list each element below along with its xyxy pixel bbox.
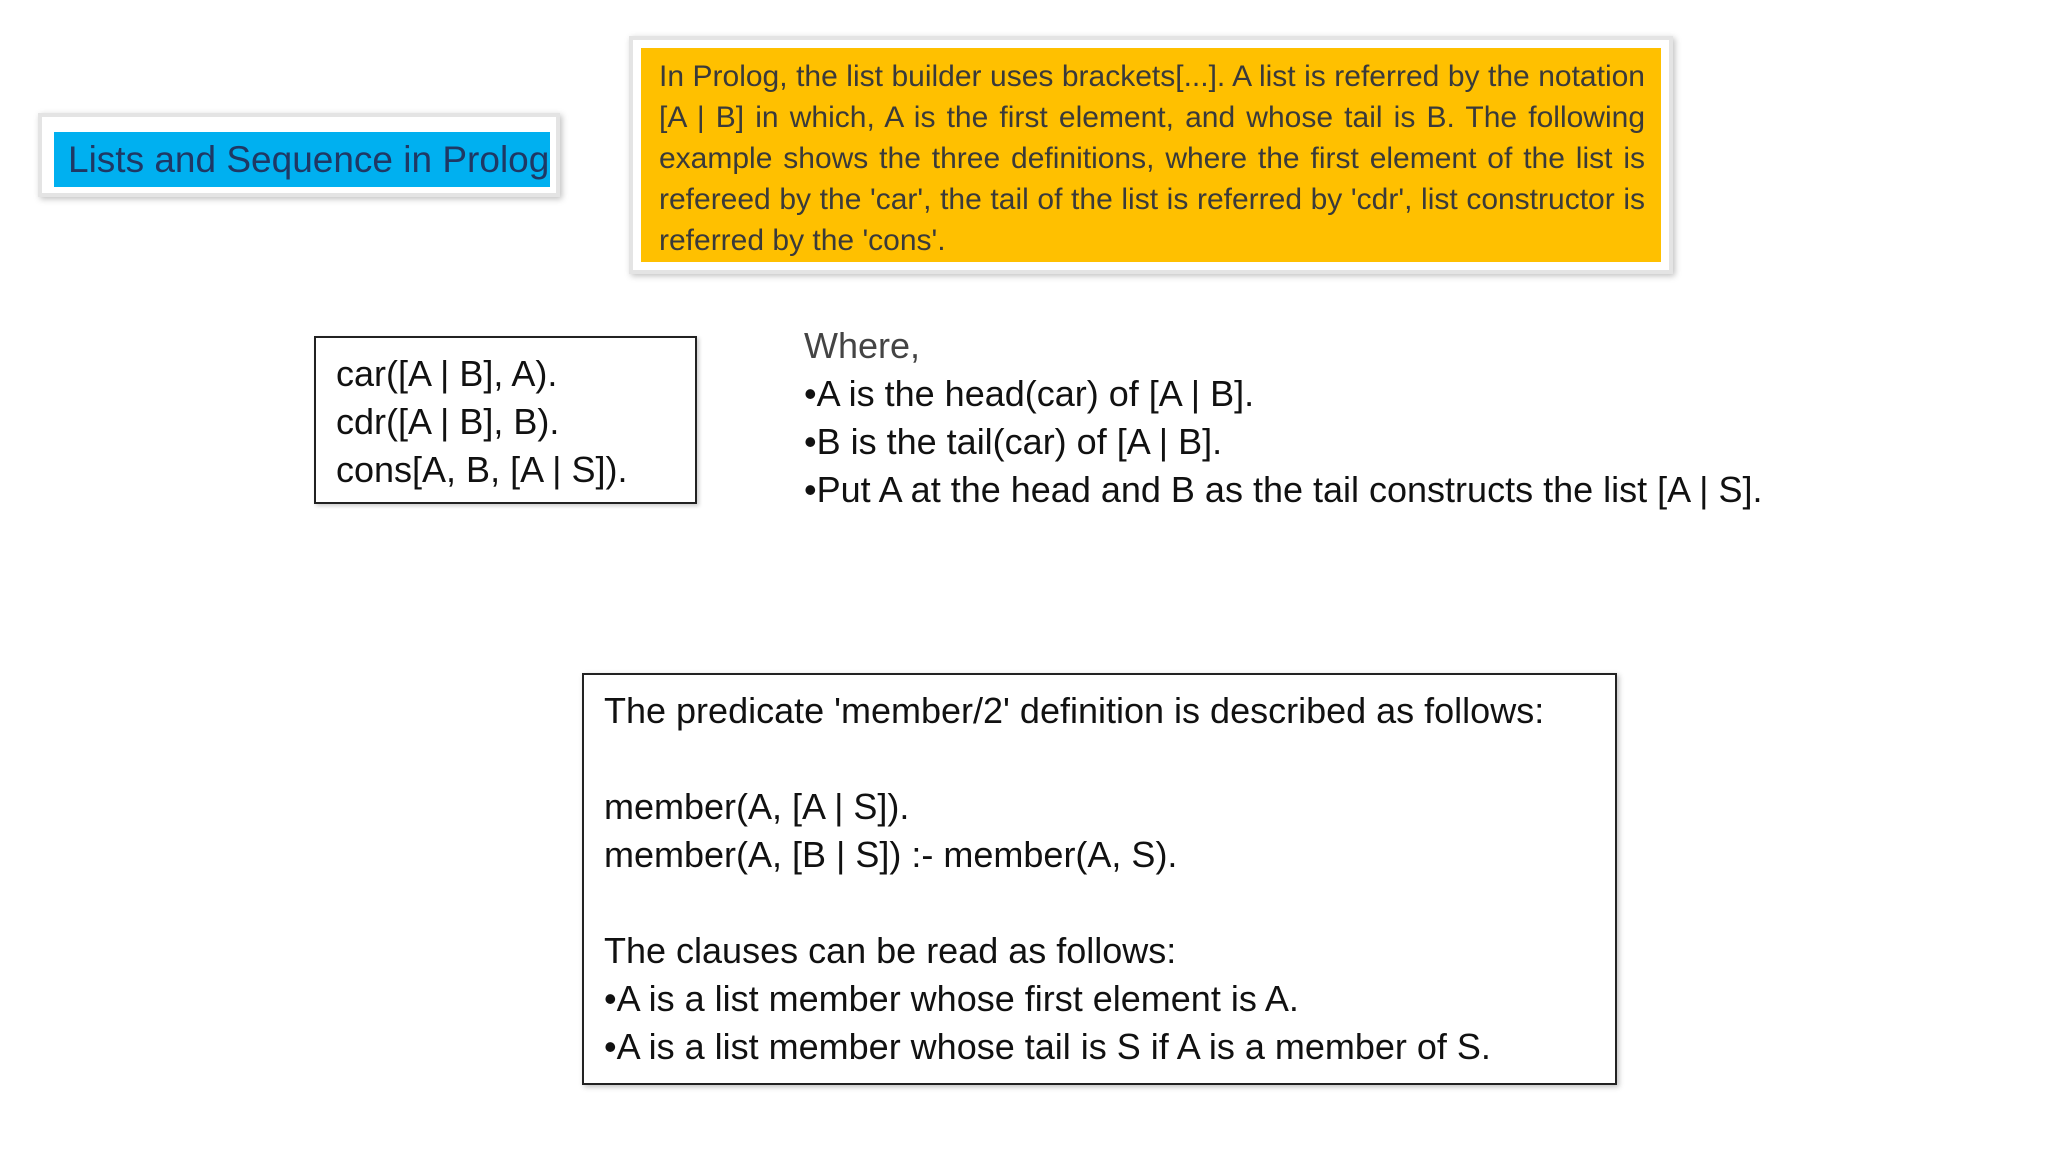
where-item-tail: •B is the tail(car) of [A | B].: [804, 421, 1223, 462]
where-explanation: [804, 322, 2004, 514]
car-definition: car([A | B], A).: [336, 353, 558, 394]
cdr-definition: cdr([A | B], B).: [336, 401, 560, 442]
intro-card: [629, 36, 1673, 274]
spacer: [604, 735, 1615, 783]
where-item-head: •A is the head(car) of [A | B].: [804, 373, 1255, 414]
reading-intro: The clauses can be read as follows:: [604, 930, 1177, 971]
spacer: [604, 879, 1615, 927]
reading-item-tail: •A is a list member whose tail is S if A is a member of S.: [604, 1026, 1491, 1067]
intro-paragraph: In Prolog, the list builder uses brackets[...]. A list is referred by the notation [A | B] in which, A is the first element, and whose tail is B. The following example shows the three definitions, where the first element of the list is refereed by the 'car', the tail of the list is referred by 'cdr', list constructor is referred by the 'cons'.: [641, 48, 1661, 262]
member-heading: The predicate 'member/2' definition is described as follows:: [604, 690, 1545, 731]
member-predicate-box: [582, 673, 1617, 1085]
slide-title: Lists and Sequence in Prolog: [54, 132, 550, 187]
definitions-box: [314, 336, 697, 504]
where-label: Where,: [804, 325, 921, 366]
where-item-construct: •Put A at the head and B as the tail constructs the list [A | S].: [804, 469, 1763, 510]
member-clause-base: member(A, [A | S]).: [604, 786, 910, 827]
cons-definition: cons[A, B, [A | S]).: [336, 449, 628, 490]
title-card: [38, 113, 560, 197]
member-clause-recursive: member(A, [B | S]) :- member(A, S).: [604, 834, 1178, 875]
reading-item-first: •A is a list member whose first element is A.: [604, 978, 1299, 1019]
